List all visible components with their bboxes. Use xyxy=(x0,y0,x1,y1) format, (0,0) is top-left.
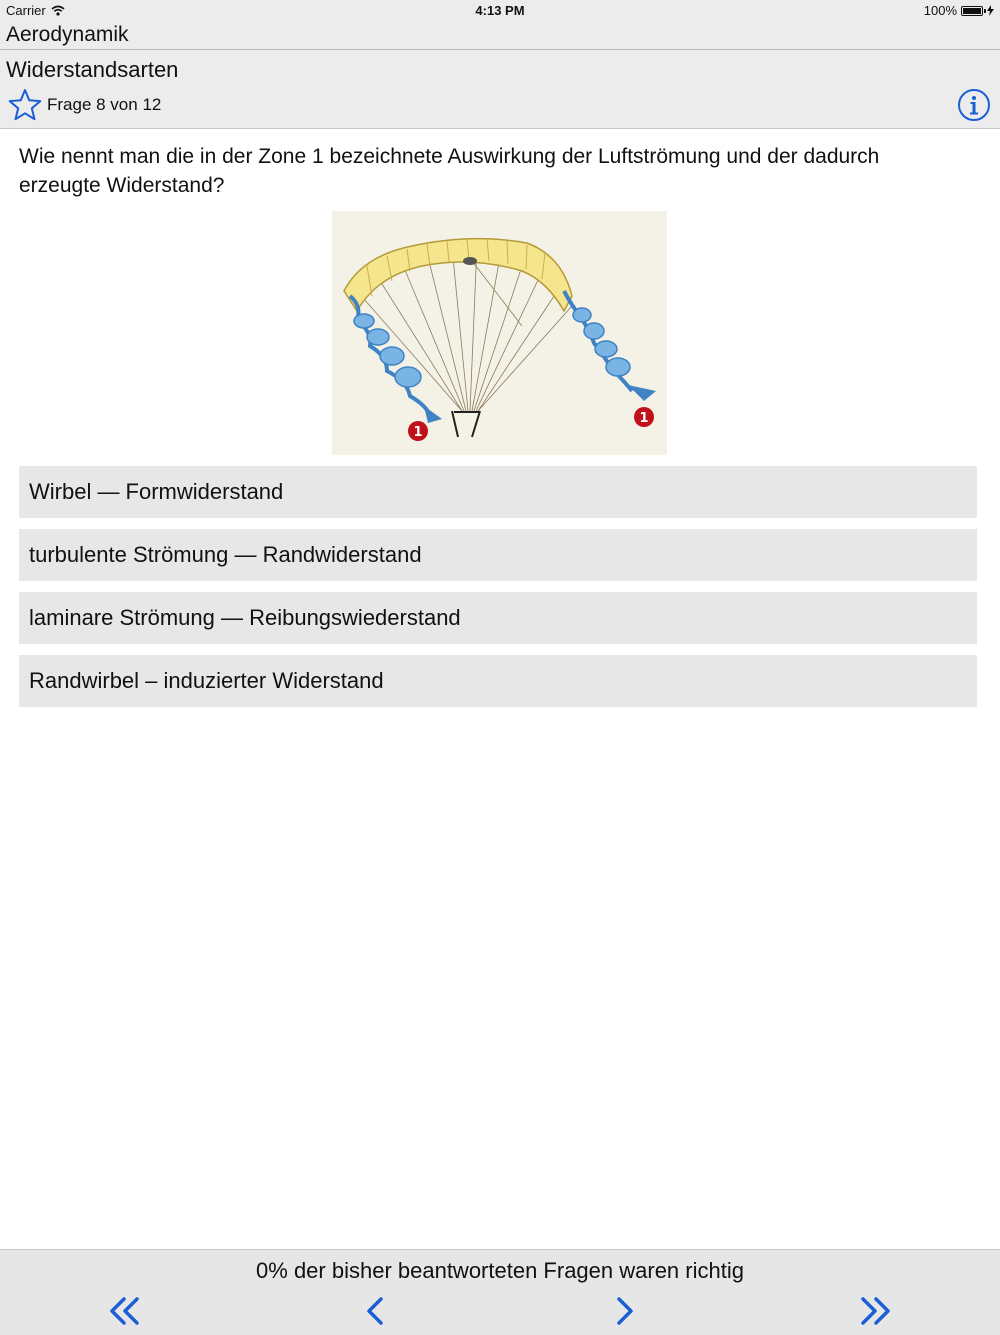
question-text: Wie nennt man die in der Zone 1 bezeichnete Auswirkung der Luftströmung und der dadurch erzeugte Widerstand? xyxy=(19,145,880,197)
battery-status xyxy=(924,3,994,18)
answer-option-3[interactable]: laminare Strömung — Reibungswiederstand xyxy=(19,592,977,644)
question-figure xyxy=(332,211,667,455)
answer-option-4[interactable]: Randwirbel – induzierter Widerstand xyxy=(19,655,977,707)
info-icon[interactable] xyxy=(957,88,991,122)
navigation-bar xyxy=(0,22,1000,50)
topic-title: Widerstandsarten xyxy=(6,57,179,82)
score-summary: 0% der bisher beantworteten Fragen waren richtig xyxy=(256,1258,744,1283)
chevron-left-icon[interactable] xyxy=(357,1295,393,1327)
carrier-label: Carrier xyxy=(6,3,46,18)
footer-bar xyxy=(0,1249,1000,1335)
answer-option-2[interactable]: turbulente Strömung — Randwiderstand xyxy=(19,529,977,581)
status-bar xyxy=(0,0,1000,22)
double-chevron-right-icon[interactable] xyxy=(857,1295,893,1327)
answer-option-1[interactable]: Wirbel — Formwiderstand xyxy=(19,466,977,518)
charging-bolt-icon xyxy=(987,5,994,16)
question-progress: Frage 8 von 12 xyxy=(47,95,162,114)
nav-title[interactable]: Aerodynamik xyxy=(6,23,129,46)
battery-icon xyxy=(961,6,983,16)
zone-marker-right: 1 xyxy=(639,411,649,426)
battery-percent: 100% xyxy=(923,3,957,18)
chevron-right-icon[interactable] xyxy=(607,1295,643,1327)
star-icon[interactable] xyxy=(8,88,42,122)
clock: 4:13 PM xyxy=(475,3,525,18)
paraglider-illustration xyxy=(332,211,667,455)
zone-marker-left: 1 xyxy=(413,425,423,440)
double-chevron-left-icon[interactable] xyxy=(107,1295,143,1327)
question-header xyxy=(0,50,1000,129)
